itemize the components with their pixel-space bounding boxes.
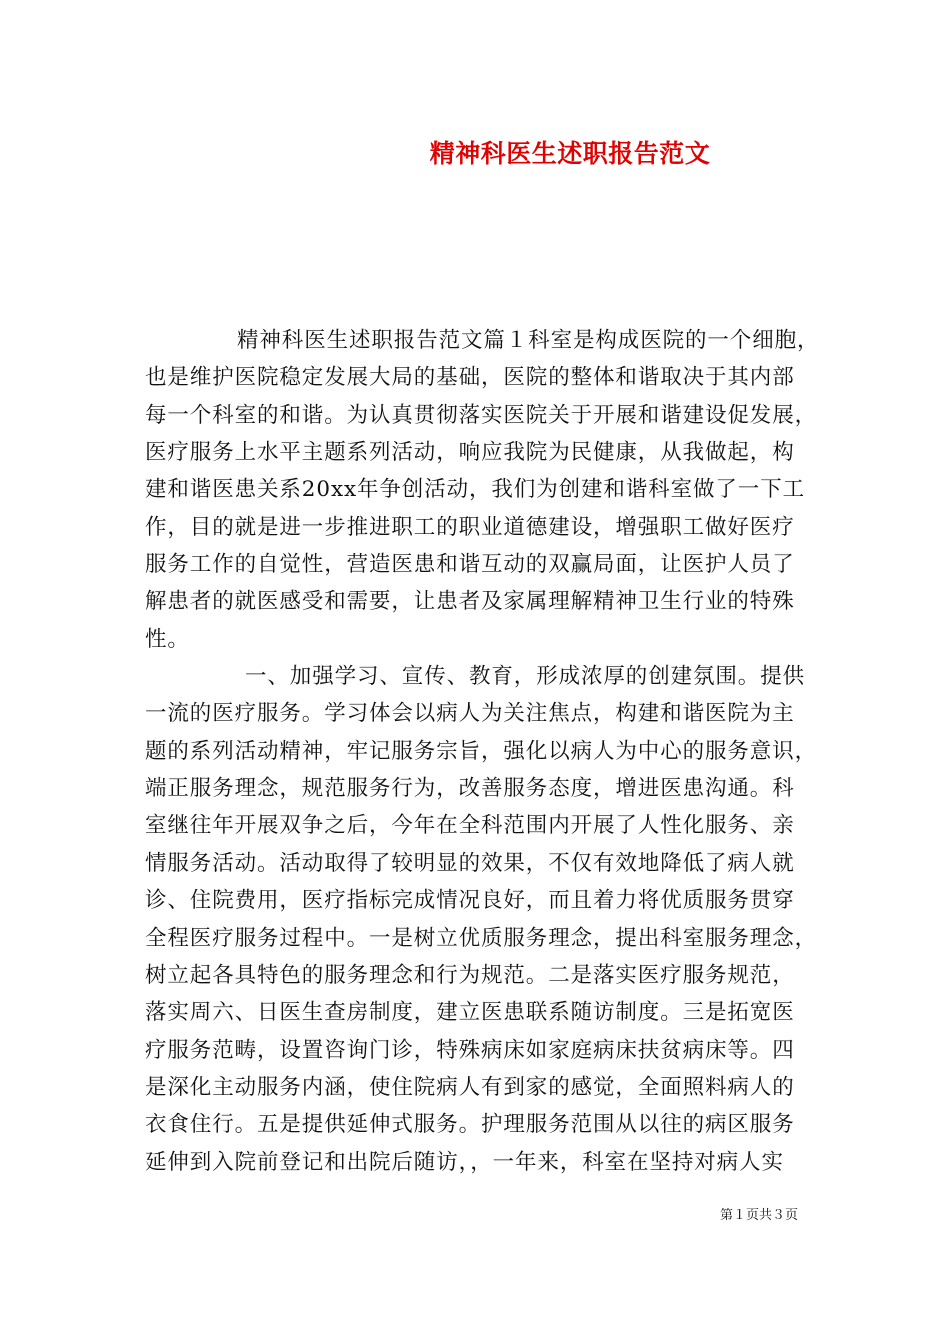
text-line: 解患者的就医感受和需要，让患者及家属理解精神卫生行业的特殊 — [145, 589, 795, 615]
text-line: 精神科医生述职报告范文篇１科室是构成医院的一个细胞， — [237, 328, 820, 353]
text-line: 树立起各具特色的服务理念和行为规范。二是落实医疗服务规范， — [145, 962, 795, 988]
document-body — [145, 322, 825, 1181]
text-line: 建和谐医患关系20xx年争创活动，我们为创建和谐科室做了一下工 — [145, 477, 806, 503]
text-line: 端正服务理念，规范服务行为，改善服务态度，增进医患沟通。科 — [145, 776, 795, 802]
text-line: 医疗服务上水平主题系列活动，响应我院为民健康，从我做起，构 — [145, 440, 795, 466]
text-line: 也是维护医院稳定发展大局的基础，医院的整体和谐取决于其内部 — [145, 365, 795, 391]
text-line: 情服务活动。活动取得了较明显的效果，不仅有效地降低了病人就 — [145, 850, 795, 876]
text-line: 题的系列活动精神，牢记服务宗旨，强化以病人为中心的服务意识， — [145, 738, 818, 764]
text-line: 一流的医疗服务。学习体会以病人为关注焦点，构建和谐医院为主 — [145, 701, 795, 727]
paragraph-1 — [145, 322, 825, 658]
text-line: 作，目的就是进一步推进职工的职业道德建设，增强职工做好医疗 — [145, 514, 795, 540]
text-line: 落实周六、日医生查房制度，建立医患联系随访制度。三是拓宽医 — [145, 1000, 795, 1026]
page-number: 第１页共３页 — [720, 1208, 799, 1223]
text-line: 性。 — [145, 626, 190, 652]
document-title: 精神科医生述职报告范文 — [429, 139, 711, 168]
text-line: 一、加强学习、宣传、教育，形成浓厚的创建氛围。提供 — [245, 664, 806, 690]
text-line: 衣食住行。五是提供延伸式服务。护理服务范围从以往的病区服务 — [145, 1112, 795, 1138]
text-line: 服务工作的自觉性，营造医患和谐互动的双赢局面，让医护人员了 — [145, 552, 795, 578]
text-line: 延伸到入院前登记和出院后随访，，一年来，科室在坚持对病人实 — [145, 1149, 784, 1175]
text-line: 全程医疗服务过程中。一是树立优质服务理念，提出科室服务理念， — [145, 925, 818, 951]
text-line: 诊、住院费用，医疗指标完成情况良好，而且着力将优质服务贯穿 — [145, 888, 795, 914]
paragraph-2 — [145, 658, 825, 1181]
text-line: 每一个科室的和谐。为认真贯彻落实医院关于开展和谐建设促发展， — [145, 402, 818, 428]
text-line: 室继往年开展双争之后，今年在全科范围内开展了人性化服务、亲 — [145, 813, 795, 839]
text-line: 疗服务范畴，设置咨询门诊，特殊病床如家庭病床扶贫病床等。四 — [145, 1037, 795, 1063]
text-line: 是深化主动服务内涵，使住院病人有到家的感觉，全面照料病人的 — [145, 1074, 795, 1100]
